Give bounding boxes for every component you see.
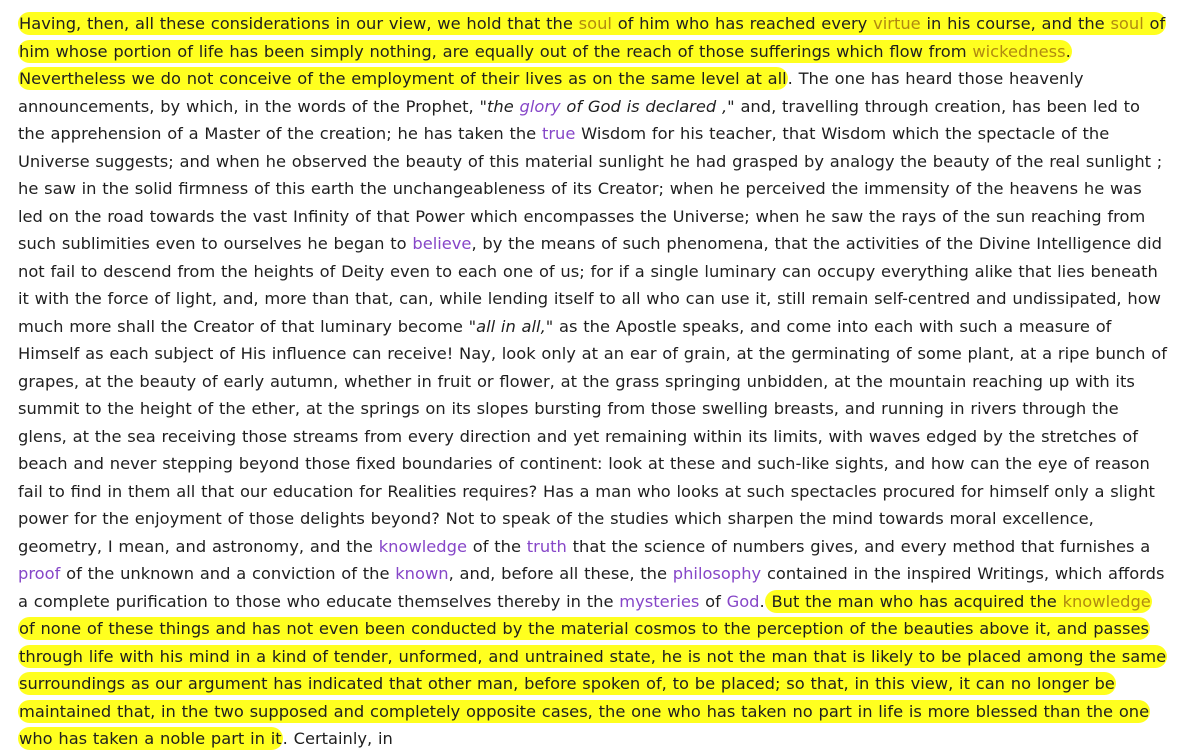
text-segment: of none of these things and has not even been conducted by the material cosmos to the perception of the beauties above it, and passes through life with his mind in a kind of tender, unformed, and untrained state, he is not the man that is likely to be placed among the same surroundings as our argument has indicated that other man, before spoken of, to be placed; so that, in this view, it can no longer be maintained that, in the two supposed and completely opposite cases, the one who has taken no part in life is more blessed than the one who has taken a noble part in it bbox=[19, 619, 1167, 748]
link-believe[interactable]: believe bbox=[412, 234, 472, 253]
text-segment: of him whose portion of life has been simply nothing, are equally out of the reach of those sufferings which flow from bbox=[19, 14, 1166, 61]
link-known[interactable]: known bbox=[395, 564, 449, 583]
text-segment: in his course, and the bbox=[920, 14, 1111, 33]
text-segment: of him who has reached every bbox=[611, 14, 874, 33]
text-segment: . Nevertheless we do not conceive of the employment of their lives as on the same level at all bbox=[19, 41, 1071, 88]
link-proof[interactable]: proof bbox=[18, 564, 61, 583]
text-segment: that the science of numbers gives, and every method that furnishes a bbox=[566, 536, 1151, 556]
passage-text bbox=[18, 10, 1170, 753]
link-truth[interactable]: truth bbox=[526, 536, 567, 556]
link-philosophy[interactable]: philosophy bbox=[672, 564, 762, 583]
text-segment: contained in the inspired Writings, which affords a complete purification to those who educate themselves thereby in the bbox=[18, 564, 1165, 611]
link-knowledge[interactable]: knowledge bbox=[378, 536, 467, 556]
text-segment: as the Apostle speaks, and come into each with such a measure of Himself as each subject of His influence can receive! Nay, look only at an ear of grain, at the germinating of some plant, at a ripe bunch of grapes, at the beauty of early autumn, whether in fruit or flower, at the grass springing unbidden, at the mountain reaching up with its summit to the height of the ether, at the springs on its slopes bursting from those swelling breasts, and running in rivers through the glens, at the sea receiving those streams from every direction and yet remaining within its limits, with waves edged by the stretches of beach and never stepping beyond those fixed boundaries of continent: look at these and such-like sights, and how can the eye of reason fail to find in them all that our education for Realities requires? Has a man who looks at such spectacles procured for himself only a slight power for the enjoyment of those delights beyond? Not to speak of the studies which sharpen the mind towards moral excellence, geometry, I mean, and astronomy, and the bbox=[18, 316, 1167, 556]
link-glory[interactable]: glory bbox=[519, 96, 561, 116]
quote-psalm bbox=[480, 97, 735, 116]
text-segment: of the bbox=[467, 536, 527, 556]
text-segment: Having, then, all these considerations in our view, we hold that the bbox=[19, 14, 579, 33]
link-true[interactable]: true bbox=[541, 124, 576, 143]
text-segment: , and, before all these, the bbox=[448, 564, 673, 583]
quote-apostle: "all in all," bbox=[468, 316, 554, 336]
highlighted-passage bbox=[18, 590, 1167, 751]
text-segment: , by the means of such phenomena, that the activities of the Divine Intelligence did not fail to descend from the heights of Deity even to each one of us; for if a single luminary can occupy everything alike that lies beneath it with the force of light, and, more than that, can, while lending itself to all who can use it, still remain self-centred and undissipated, how much more shall the Creator of that luminary become bbox=[18, 234, 1162, 336]
link-soul[interactable]: soul bbox=[578, 14, 612, 33]
text-segment: of the unknown and a conviction of the bbox=[60, 564, 396, 583]
text-segment: Wisdom for his teacher, that Wisdom which the spectacle of the Universe suggests; and when he observed the beauty of this material sunlight he had grasped by analogy the beauty of the real sunlight ; he saw in the solid firmness of this earth the unchangeableness of its Creator; when he perceived the immensity of the heavens he was led on the road towards the vast Infinity of that Power which encompasses the Universe; when he saw the rays of the sun reaching from such sublimities even to ourselves he began to bbox=[18, 124, 1163, 253]
link-knowledge[interactable]: knowledge bbox=[1062, 591, 1151, 611]
text-segment: of God is declared ," bbox=[560, 96, 735, 116]
text-segment: . Certainly, in bbox=[282, 729, 393, 748]
link-virtue[interactable]: virtue bbox=[873, 14, 921, 33]
link-god[interactable]: God bbox=[726, 591, 760, 611]
text-segment: of bbox=[699, 591, 727, 611]
link-mysteries[interactable]: mysteries bbox=[619, 591, 700, 611]
text-segment: But the man who has acquired the bbox=[765, 591, 1063, 611]
text-segment: "the bbox=[479, 96, 520, 116]
link-soul[interactable]: soul bbox=[1110, 14, 1144, 33]
text-segment: and, travelling through creation, has been led to the apprehension of a Master of the creation; he has taken the bbox=[18, 96, 1140, 143]
text-segment: . bbox=[759, 591, 765, 611]
link-wickedness[interactable]: wickedness bbox=[972, 41, 1066, 61]
text-segment: . The one has heard those heavenly announcements, by which, in the words of the Prophet, bbox=[18, 69, 1084, 116]
